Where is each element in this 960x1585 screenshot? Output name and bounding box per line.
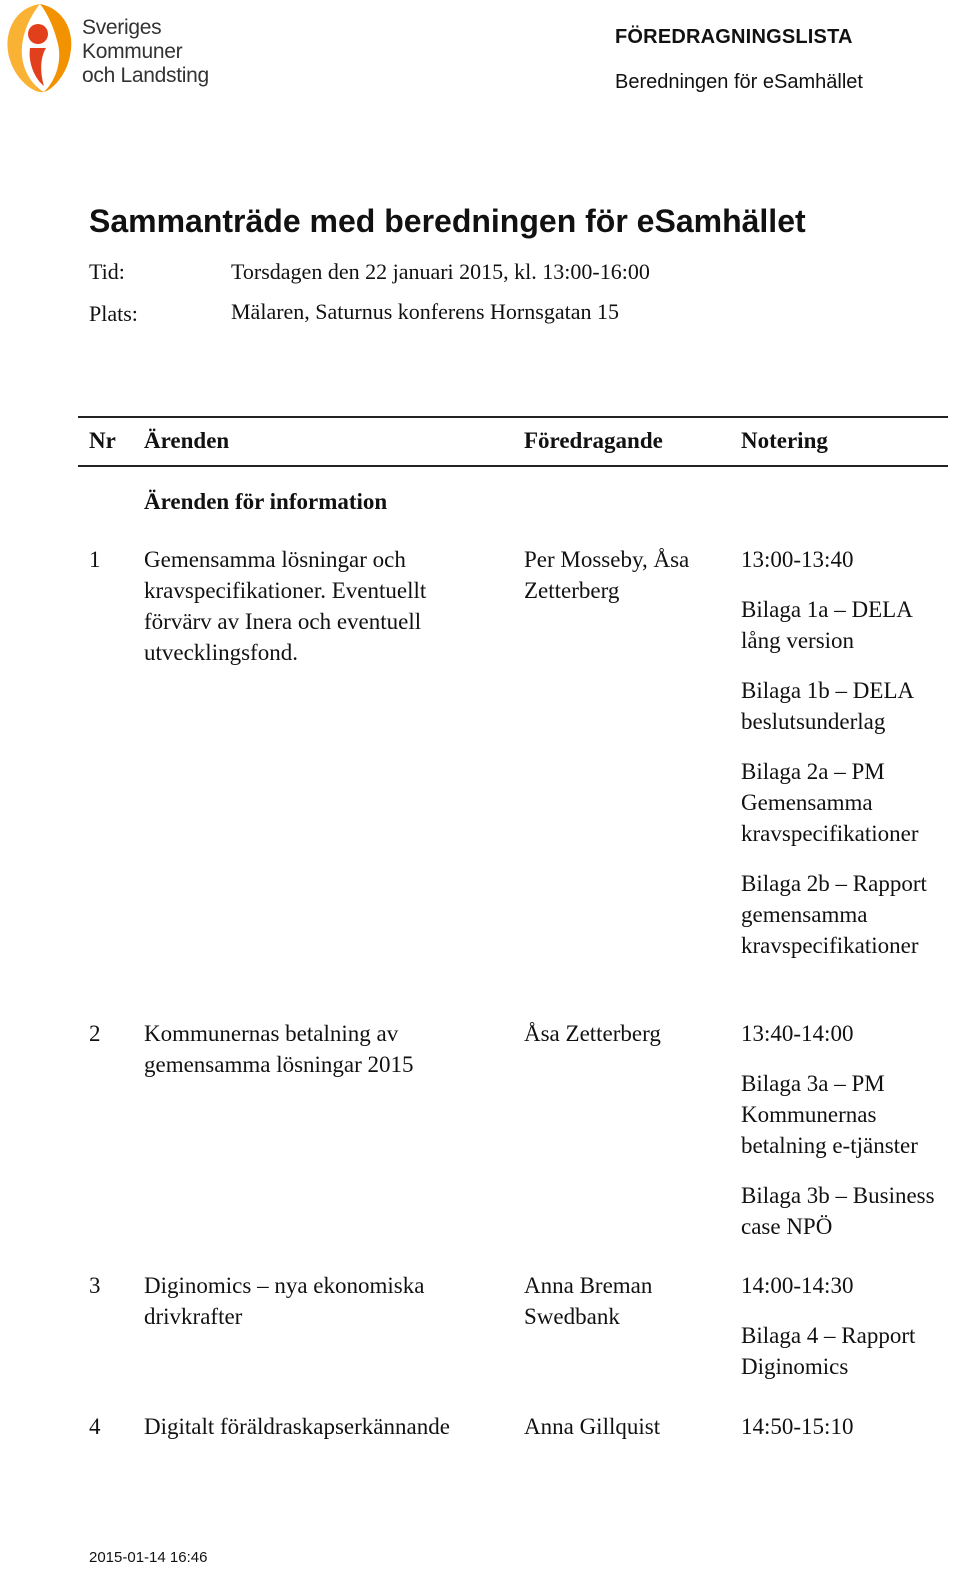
row-1-note-attachment: Bilaga 1b – DELA beslutsunderlag <box>741 678 913 734</box>
row-2-note-time: 13:40-14:00 <box>741 1021 854 1046</box>
row-2-foredragande: Åsa Zetterberg <box>524 1021 661 1046</box>
time-label: Tid: <box>89 259 125 284</box>
table-top-rule <box>78 416 948 418</box>
row-1-note-attachment: Bilaga 1a – DELA lång version <box>741 597 912 653</box>
row-4-notes <box>741 1411 956 1461</box>
logo-wordmark: Sveriges Kommuner och Landsting <box>82 16 209 87</box>
row-1-nr: 1 <box>89 547 101 572</box>
row-1-foredragande: Per Mosseby, Åsa Zetterberg <box>524 547 690 603</box>
footer-timestamp: 2015-01-14 16:46 <box>89 1549 208 1566</box>
row-3-note-time: 14:00-14:30 <box>741 1273 854 1298</box>
column-header-nr: Nr <box>89 428 116 453</box>
row-2-note-attachment: Bilaga 3b – Business case NPÖ <box>741 1183 935 1239</box>
skl-logo <box>0 0 240 100</box>
row-4-note-time: 14:50-15:10 <box>741 1414 854 1439</box>
row-1-arende: Gemensamma lösningar och kravspecifikationer. Eventuellt förvärv av Inera och eventuell utvecklingsfond. <box>144 547 427 665</box>
section-heading: Ärenden för information <box>144 489 388 514</box>
document-type: FÖREDRAGNINGSLISTA <box>615 26 853 48</box>
row-1-notes <box>741 544 956 980</box>
page-title: Sammanträde med beredningen för eSamhället <box>89 203 806 239</box>
row-2-note-attachment: Bilaga 3a – PM Kommunernas betalning e-tjänster <box>741 1071 918 1158</box>
row-3-notes <box>741 1270 956 1401</box>
row-4-nr: 4 <box>89 1414 101 1439</box>
row-4-foredragande: Anna Gillquist <box>524 1414 661 1439</box>
row-3-foredragande: Anna Breman Swedbank <box>524 1273 653 1329</box>
row-2-notes <box>741 1018 956 1261</box>
row-3-note-attachment: Bilaga 4 – Rapport Diginomics <box>741 1323 916 1379</box>
column-header-notering: Notering <box>741 428 828 453</box>
row-2-arende: Kommunernas betalning av gemensamma lösningar 2015 <box>144 1021 414 1077</box>
place-label: Plats: <box>89 301 138 326</box>
row-3-nr: 3 <box>89 1273 101 1298</box>
row-4-arende: Digitalt föräldraskapserkännande <box>144 1414 450 1439</box>
skl-emblem-icon <box>0 0 80 100</box>
table-header-rule <box>78 465 948 467</box>
row-1-note-time: 13:00-13:40 <box>741 547 854 572</box>
row-1-note-attachment: Bilaga 2a – PM Gemensamma kravspecifikationer <box>741 759 919 846</box>
column-header-arenden: Ärenden <box>144 428 230 453</box>
row-1-note-attachment: Bilaga 2b – Rapport gemensamma kravspecifikationer <box>741 871 927 958</box>
place-value: Mälaren, Saturnus konferens Hornsgatan 15 <box>231 299 619 324</box>
time-value: Torsdagen den 22 januari 2015, kl. 13:00-16:00 <box>231 259 650 284</box>
row-2-nr: 2 <box>89 1021 101 1046</box>
column-header-foredragande: Föredragande <box>524 428 663 453</box>
document-group: Beredningen för eSamhället <box>615 71 863 93</box>
row-3-arende: Diginomics – nya ekonomiska drivkrafter <box>144 1273 425 1329</box>
